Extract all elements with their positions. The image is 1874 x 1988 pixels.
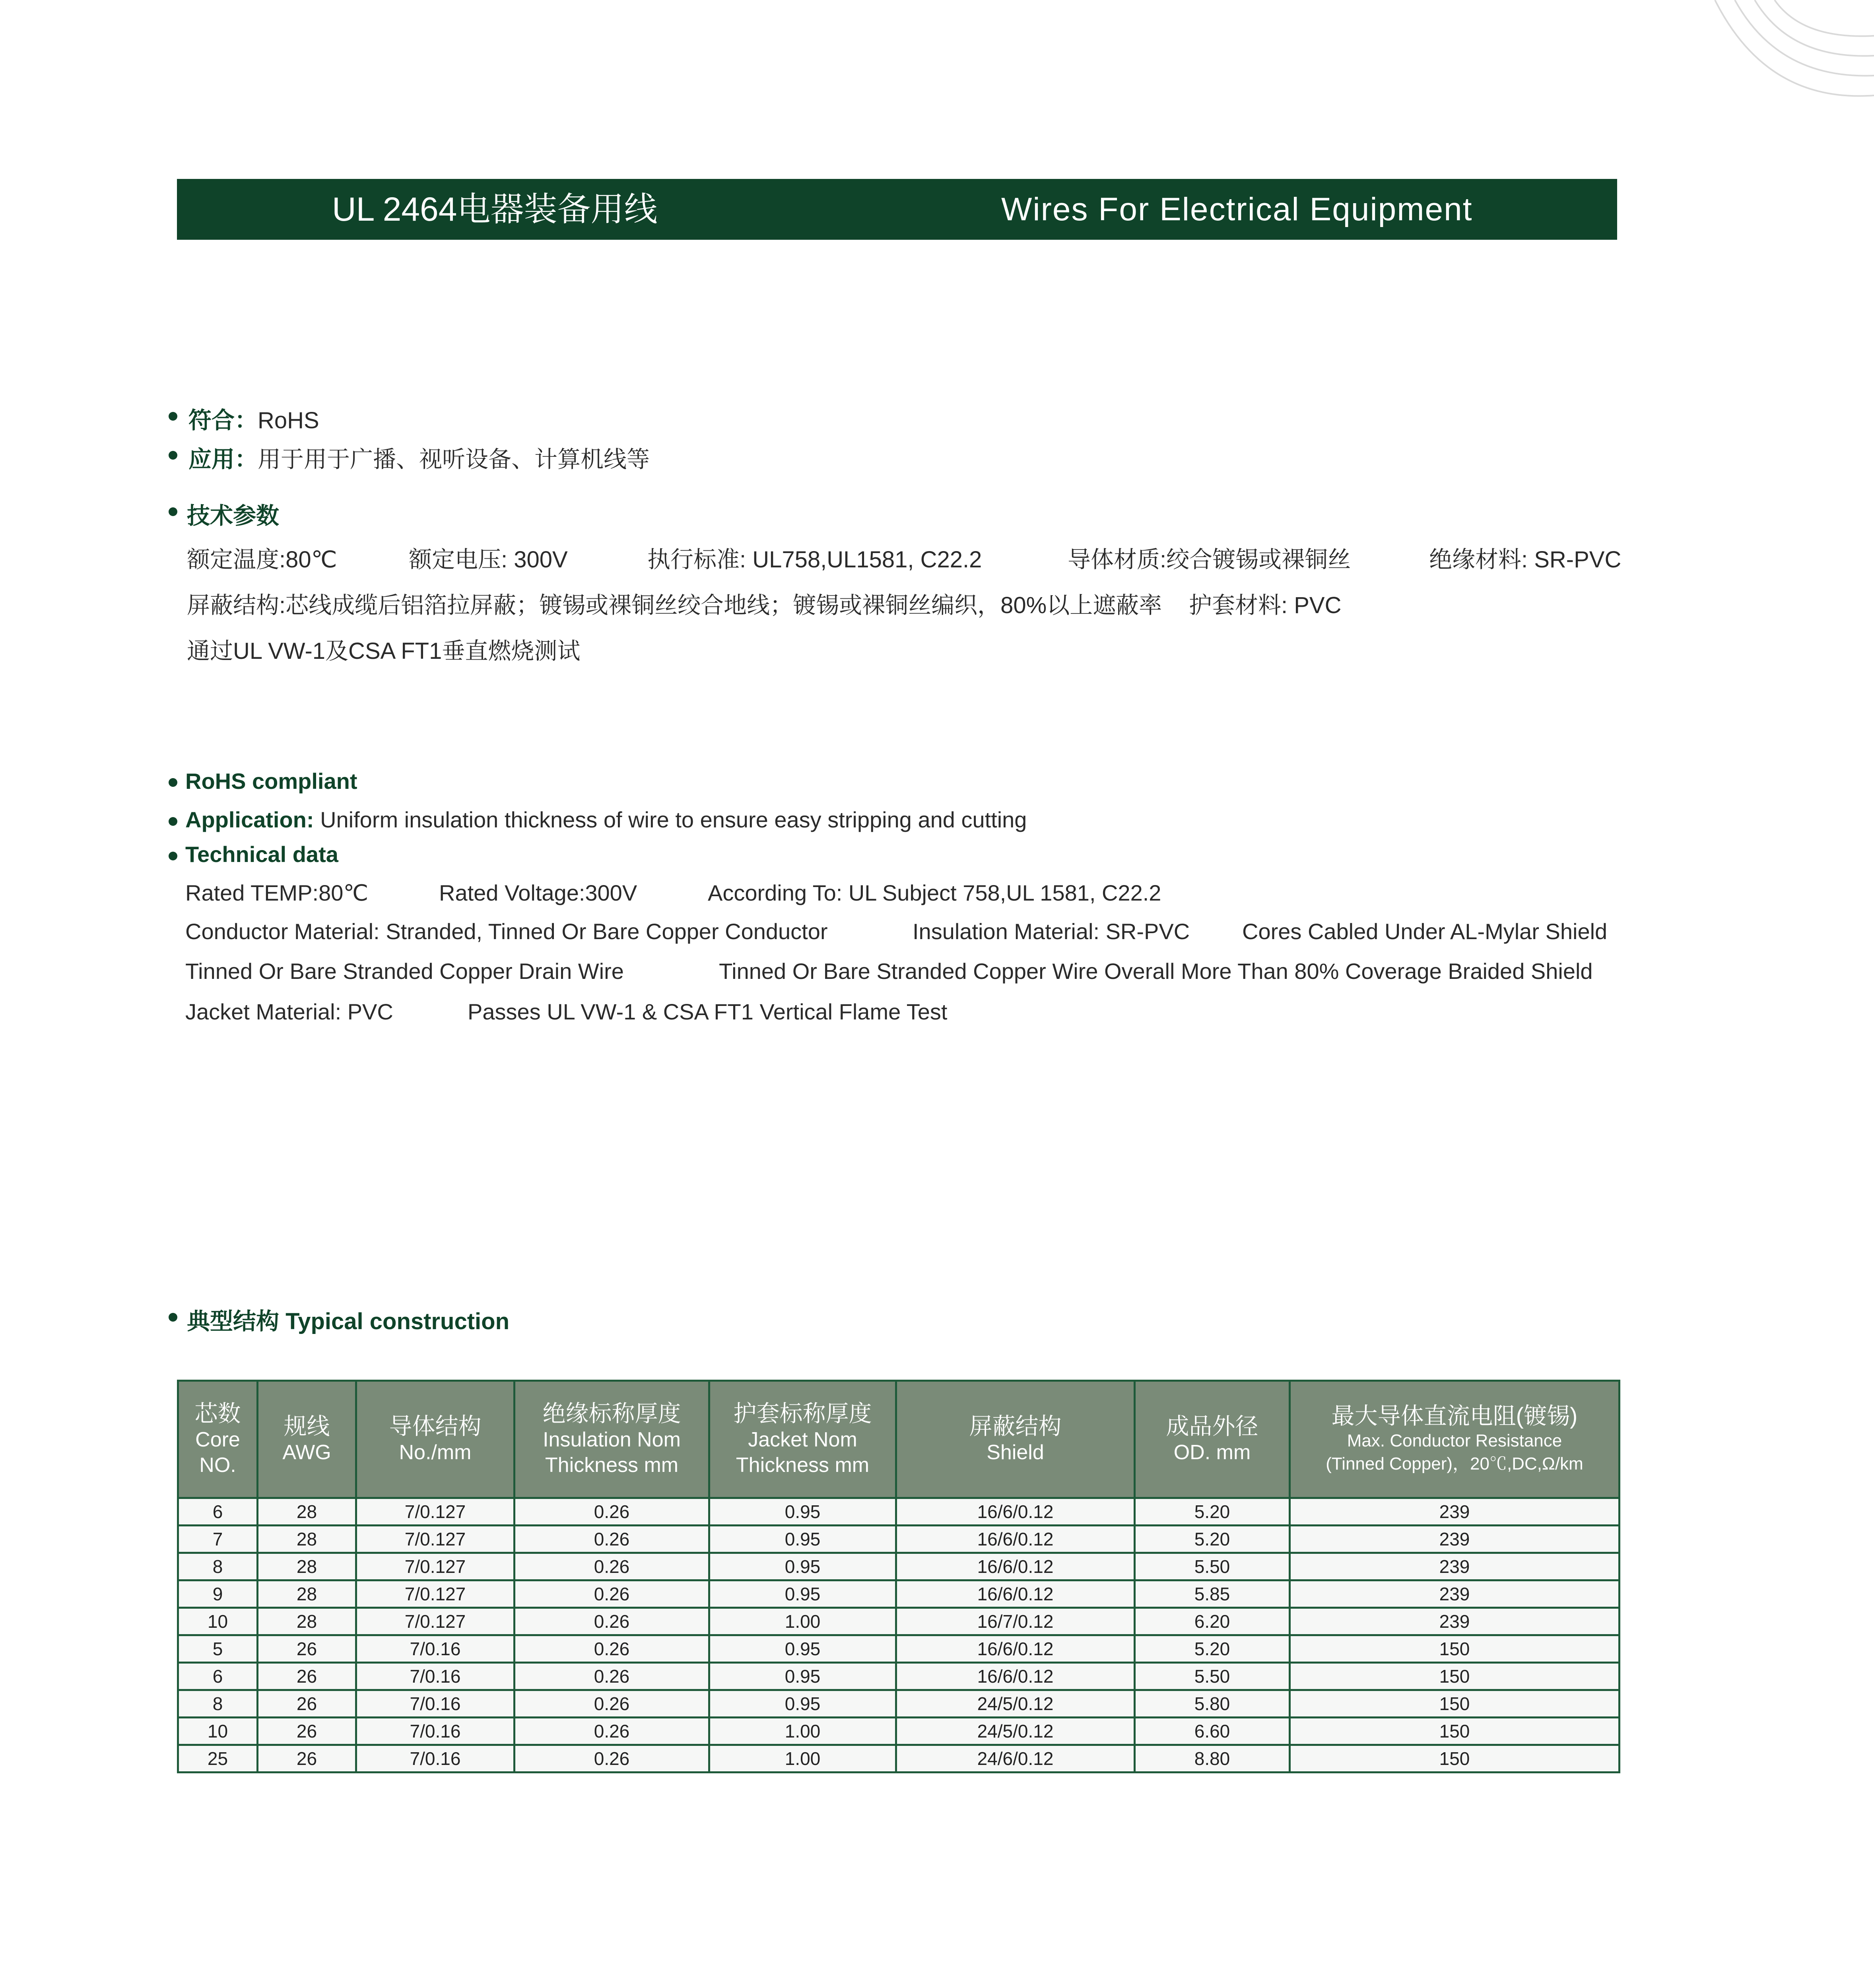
cell-shield: 16/7/0.12	[896, 1608, 1135, 1635]
cell-jacket: 0.95	[709, 1526, 896, 1553]
rated-voltage: Rated Voltage:300V	[439, 880, 637, 905]
cell-conductor: 7/0.127	[356, 1526, 515, 1553]
header-conductor: 导体结构 No./mm	[356, 1381, 515, 1498]
param-flame: 通过UL VW-1及CSA FT1垂直燃烧测试	[187, 638, 581, 664]
cell-conductor: 7/0.16	[356, 1690, 515, 1718]
cell-insulation: 0.26	[515, 1580, 709, 1608]
header-jacket: 护套标称厚度 Jacket Nom Thickness mm	[709, 1381, 896, 1498]
bullet-icon	[169, 817, 177, 826]
cell-shield: 24/5/0.12	[896, 1690, 1135, 1718]
table-row	[178, 1690, 1620, 1718]
cell-insulation: 0.26	[515, 1690, 709, 1718]
cell-od: 5.50	[1135, 1663, 1290, 1690]
title-cn: UL 2464电器装备用线	[332, 190, 658, 228]
cell-shield: 16/6/0.12	[896, 1553, 1135, 1580]
application-value-en: Uniform insulation thickness of wire to ensure easy stripping and cutting	[320, 807, 1027, 832]
cell-core: 8	[178, 1553, 258, 1580]
cell-conductor: 7/0.127	[356, 1553, 515, 1580]
conductor-material: Conductor Material: Stranded, Tinned Or Bare Copper Conductor	[185, 919, 828, 944]
cell-core: 6	[178, 1498, 258, 1526]
title-banner	[177, 179, 1617, 240]
table-row	[178, 1635, 1620, 1663]
cell-od: 6.20	[1135, 1608, 1290, 1635]
cell-insulation: 0.26	[515, 1635, 709, 1663]
table-row	[178, 1718, 1620, 1745]
cell-resistance: 150	[1290, 1663, 1620, 1690]
cell-resistance: 239	[1290, 1498, 1620, 1526]
table-row	[178, 1498, 1620, 1526]
tech-label-cn: 技术参数	[187, 503, 280, 529]
cell-core: 5	[178, 1635, 258, 1663]
cell-resistance: 239	[1290, 1553, 1620, 1580]
cell-conductor: 7/0.16	[356, 1663, 515, 1690]
cell-jacket: 0.95	[709, 1690, 896, 1718]
param-shield: 屏蔽结构:芯线成缆后铝箔拉屏蔽；镀锡或裸铜丝绞合地线；镀锡或裸铜丝编织，80%以上遮蔽率	[187, 592, 1162, 618]
cell-insulation: 0.26	[515, 1663, 709, 1690]
construction-table	[177, 1380, 1620, 1773]
cell-jacket: 1.00	[709, 1718, 896, 1745]
cell-od: 6.60	[1135, 1718, 1290, 1745]
cell-od: 5.50	[1135, 1553, 1290, 1580]
cell-resistance: 239	[1290, 1526, 1620, 1553]
cell-jacket: 0.95	[709, 1498, 896, 1526]
decorative-arcs-icon	[1707, 0, 1874, 103]
cell-shield: 16/6/0.12	[896, 1526, 1135, 1553]
cell-od: 5.85	[1135, 1580, 1290, 1608]
param-conductor: 导体材质:绞合镀锡或裸铜丝	[1068, 547, 1351, 573]
cell-jacket: 0.95	[709, 1580, 896, 1608]
application-line-cn	[188, 441, 650, 474]
comply-line	[188, 402, 319, 435]
construction-heading: 典型结构 Typical construction	[187, 1309, 510, 1334]
bullet-icon	[169, 507, 177, 516]
table-row	[178, 1745, 1620, 1773]
according-to: According To: UL Subject 758,UL 1581, C22.2	[708, 880, 1161, 905]
cell-shield: 16/6/0.12	[896, 1635, 1135, 1663]
title-en: Wires For Electrical Equipment	[1001, 191, 1473, 227]
param-insulation: 绝缘材料: SR-PVC	[1429, 547, 1622, 573]
cell-resistance: 239	[1290, 1608, 1620, 1635]
cell-od: 5.20	[1135, 1526, 1290, 1553]
cell-insulation: 0.26	[515, 1608, 709, 1635]
cell-awg: 28	[258, 1553, 356, 1580]
cell-shield: 24/5/0.12	[896, 1718, 1135, 1745]
table-body	[178, 1498, 1620, 1773]
header-insulation: 绝缘标称厚度 Insulation Nom Thickness mm	[515, 1381, 709, 1498]
cell-conductor: 7/0.16	[356, 1718, 515, 1745]
cell-core: 10	[178, 1718, 258, 1745]
cell-od: 5.20	[1135, 1498, 1290, 1526]
flame-test: Passes UL VW-1 & CSA FT1 Vertical Flame Test	[468, 999, 948, 1024]
cell-core: 9	[178, 1580, 258, 1608]
cell-insulation: 0.26	[515, 1553, 709, 1580]
cell-core: 25	[178, 1745, 258, 1773]
rated-temp: Rated TEMP:80℃	[185, 880, 369, 905]
cell-insulation: 0.26	[515, 1745, 709, 1773]
application-line-en	[185, 807, 1027, 833]
cell-awg: 26	[258, 1663, 356, 1690]
cell-jacket: 1.00	[709, 1608, 896, 1635]
cell-conductor: 7/0.16	[356, 1745, 515, 1773]
insulation-material: Insulation Material: SR-PVC	[913, 919, 1190, 944]
param-voltage: 额定电压: 300V	[409, 547, 568, 573]
cell-awg: 26	[258, 1745, 356, 1773]
cell-jacket: 0.95	[709, 1663, 896, 1690]
cell-jacket: 1.00	[709, 1745, 896, 1773]
cell-resistance: 239	[1290, 1580, 1620, 1608]
cell-shield: 16/6/0.12	[896, 1663, 1135, 1690]
table-row	[178, 1663, 1620, 1690]
cell-core: 7	[178, 1526, 258, 1553]
cell-jacket: 0.95	[709, 1635, 896, 1663]
cell-awg: 28	[258, 1526, 356, 1553]
cell-resistance: 150	[1290, 1718, 1620, 1745]
application-label-en: Application:	[185, 807, 314, 832]
cell-insulation: 0.26	[515, 1498, 709, 1526]
cell-core: 6	[178, 1663, 258, 1690]
table-row	[178, 1580, 1620, 1608]
rohs-compliant: RoHS compliant	[185, 769, 357, 794]
cores-cabled: Cores Cabled Under AL-Mylar Shield	[1242, 919, 1608, 944]
param-standard: 执行标准: UL758,UL1581, C22.2	[647, 547, 982, 573]
cell-insulation: 0.26	[515, 1526, 709, 1553]
param-jacket: 护套材料: PVC	[1189, 592, 1342, 618]
header-resistance: 最大导体直流电阻(镀锡) Max. Conductor Resistance (Tinned Copper)，20℃,DC,Ω/km	[1290, 1381, 1620, 1498]
cell-awg: 28	[258, 1608, 356, 1635]
comply-value: RoHS	[258, 408, 319, 433]
application-value-cn: 用于用于广播、视听设备、计算机线等	[258, 447, 650, 472]
bullet-icon	[169, 1313, 177, 1322]
header-awg: 规线 AWG	[258, 1381, 356, 1498]
cell-core: 10	[178, 1608, 258, 1635]
cell-od: 5.20	[1135, 1635, 1290, 1663]
table-header-row	[178, 1381, 1620, 1498]
comply-label: 符合：	[188, 408, 258, 433]
bullet-icon	[169, 412, 177, 421]
cell-od: 8.80	[1135, 1745, 1290, 1773]
cell-resistance: 150	[1290, 1745, 1620, 1773]
cell-conductor: 7/0.16	[356, 1635, 515, 1663]
cell-shield: 16/6/0.12	[896, 1580, 1135, 1608]
braided-shield: Tinned Or Bare Stranded Copper Wire Overall More Than 80% Coverage Braided Shield	[719, 959, 1593, 984]
header-od: 成品外径 OD. mm	[1135, 1381, 1290, 1498]
cell-shield: 24/6/0.12	[896, 1745, 1135, 1773]
table-row	[178, 1526, 1620, 1553]
bullet-icon	[169, 852, 177, 860]
cell-conductor: 7/0.127	[356, 1580, 515, 1608]
cell-jacket: 0.95	[709, 1553, 896, 1580]
header-shield: 屏蔽结构 Shield	[896, 1381, 1135, 1498]
bullet-icon	[169, 451, 177, 460]
bullet-icon	[169, 778, 177, 787]
cell-core: 8	[178, 1690, 258, 1718]
cell-awg: 28	[258, 1498, 356, 1526]
cell-conductor: 7/0.127	[356, 1608, 515, 1635]
cell-resistance: 150	[1290, 1635, 1620, 1663]
cell-awg: 28	[258, 1580, 356, 1608]
header-core: 芯数 Core NO.	[178, 1381, 258, 1498]
table-row	[178, 1608, 1620, 1635]
cell-insulation: 0.26	[515, 1718, 709, 1745]
cell-od: 5.80	[1135, 1690, 1290, 1718]
cell-shield: 16/6/0.12	[896, 1498, 1135, 1526]
cell-awg: 26	[258, 1718, 356, 1745]
jacket-material: Jacket Material: PVC	[185, 999, 393, 1024]
cell-awg: 26	[258, 1635, 356, 1663]
application-label-cn: 应用：	[188, 447, 258, 472]
tech-label-en: Technical data	[185, 842, 338, 867]
drain-wire: Tinned Or Bare Stranded Copper Drain Wire	[185, 959, 624, 984]
param-temp: 额定温度:80℃	[187, 547, 337, 573]
cell-awg: 26	[258, 1690, 356, 1718]
table-row	[178, 1553, 1620, 1580]
cell-resistance: 150	[1290, 1690, 1620, 1718]
cell-conductor: 7/0.127	[356, 1498, 515, 1526]
